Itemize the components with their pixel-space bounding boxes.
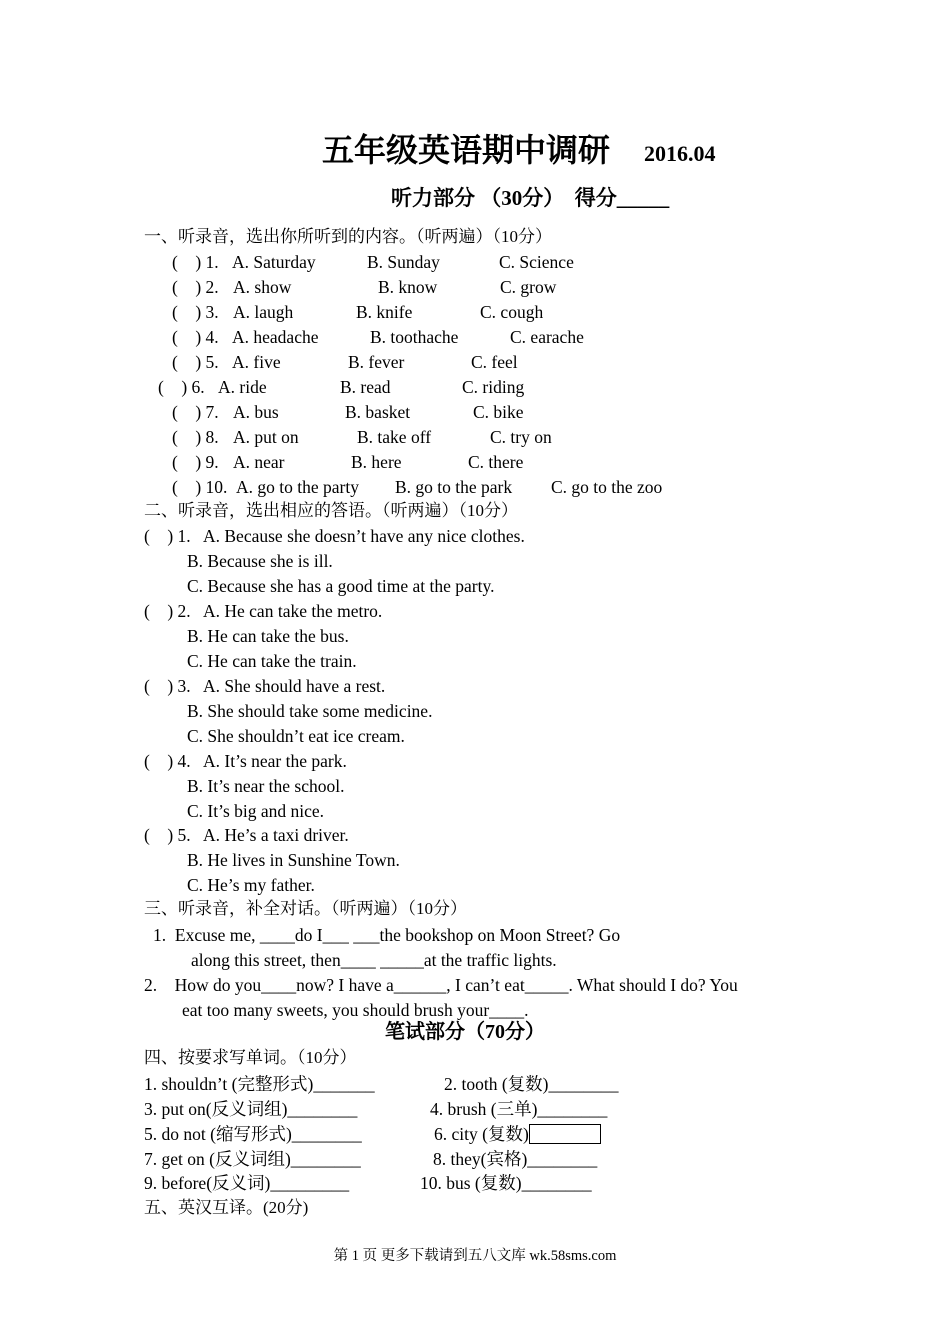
sec4-item-3: 3. put on(反义词组)________ xyxy=(144,1099,358,1119)
sec1-item-5-num: ( ) 5. xyxy=(172,352,219,372)
sec5-heading: 五、英汉互译。(20分) xyxy=(144,1198,309,1217)
sec4-item-6 xyxy=(434,1123,601,1145)
sec2-item-5-c: C. He’s my father. xyxy=(187,875,315,895)
sec4-item-1: 1. shouldn’t (完整形式)_______ xyxy=(144,1074,375,1094)
sec1-item-1-a: A. Saturday xyxy=(232,252,316,272)
sec2-item-2-a: A. He can take the metro. xyxy=(203,601,383,621)
sec2-item-1-num: ( ) 1. xyxy=(144,526,191,546)
written-header: 笔试部分（70分） xyxy=(385,1021,545,1043)
sec4-item-9: 9. before(反义词)_________ xyxy=(144,1173,350,1193)
sec2-item-4-num: ( ) 4. xyxy=(144,751,191,771)
sec4-item-4: 4. brush (三单)________ xyxy=(430,1099,608,1119)
title-main: 五年级英语期中调研 xyxy=(322,132,611,168)
sec1-item-3-a: A. laugh xyxy=(233,302,294,322)
sec2-item-5-b: B. He lives in Sunshine Town. xyxy=(187,850,400,870)
sec1-item-1-c: C. Science xyxy=(499,252,574,272)
sec2-item-2-c: C. He can take the train. xyxy=(187,651,357,671)
sec4-heading: 四、按要求写单词。（10分） xyxy=(144,1048,357,1067)
sec1-item-1-b: B. Sunday xyxy=(367,252,440,272)
sec1-item-2-c: C. grow xyxy=(500,277,557,297)
sec1-item-4-num: ( ) 4. xyxy=(172,327,219,347)
sec2-item-4-b: B. It’s near the school. xyxy=(187,776,345,796)
sec1-item-9-c: C. there xyxy=(468,452,524,472)
sec1-item-10-a: A. go to the party xyxy=(236,477,359,497)
sec1-item-2-a: A. show xyxy=(233,277,292,297)
sec1-item-10-c: C. go to the zoo xyxy=(551,477,663,497)
sec3-heading: 三、听录音，补全对话。（听两遍）（10分） xyxy=(144,899,467,918)
sec2-item-3-num: ( ) 3. xyxy=(144,676,191,696)
sec1-item-8-b: B. take off xyxy=(357,427,432,447)
answer-box[interactable] xyxy=(529,1124,601,1144)
sec2-item-1-c: C. Because she has a good time at the party. xyxy=(187,576,495,596)
sec2-item-3-c: C. She shouldn’t eat ice cream. xyxy=(187,726,405,746)
sec2-item-3-b: B. She should take some medicine. xyxy=(187,701,433,721)
sec1-item-3-b: B. knife xyxy=(356,302,413,322)
sec2-heading: 二、听录音，选出相应的答语。（听两遍）（10分） xyxy=(144,501,518,520)
sec2-item-2-b: B. He can take the bus. xyxy=(187,626,349,646)
sec4-item-10: 10. bus (复数)________ xyxy=(420,1173,592,1193)
sec1-item-1-num: ( ) 1. xyxy=(172,252,219,272)
sec1-item-10-b: B. go to the park xyxy=(395,477,513,497)
sec1-item-7-a: A. bus xyxy=(233,402,279,422)
listening-header: 听力部分 （30分） 得分_____ xyxy=(391,186,670,210)
sec2-item-5-a: A. He’s a taxi driver. xyxy=(203,825,349,845)
sec1-item-2-num: ( ) 2. xyxy=(172,277,219,297)
sec2-item-1-a: A. Because she doesn’t have any nice clothes. xyxy=(203,526,525,546)
sec1-item-6-num: ( ) 6. xyxy=(158,377,205,397)
sec1-item-6-a: A. ride xyxy=(218,377,267,397)
sec1-item-9-num: ( ) 9. xyxy=(172,452,219,472)
sec1-item-8-a: A. put on xyxy=(233,427,299,447)
sec1-item-9-b: B. here xyxy=(351,452,402,472)
sec1-heading: 一、听录音，选出你所听到的内容。（听两遍）（10分） xyxy=(144,227,552,246)
sec4-item-6-text: 6. city (复数) xyxy=(434,1124,529,1144)
sec1-item-4-b: B. toothache xyxy=(370,327,459,347)
page-footer: 第 1 页 更多下载请到五八文库 wk.58sms.com xyxy=(333,1248,617,1264)
sec1-item-7-b: B. basket xyxy=(345,402,411,422)
page-title xyxy=(322,130,716,174)
sec1-item-7-c: C. bike xyxy=(473,402,524,422)
sec1-item-9-a: A. near xyxy=(233,452,285,472)
sec4-item-8: 8. they(宾格)________ xyxy=(433,1149,598,1169)
sec3-q1-line2: along this street, then____ _____at the traffic lights. xyxy=(191,950,557,970)
sec1-item-8-c: C. try on xyxy=(490,427,552,447)
sec2-item-4-c: C. It’s big and nice. xyxy=(187,801,325,821)
sec1-item-5-b: B. fever xyxy=(348,352,405,372)
sec2-item-1-b: B. Because she is ill. xyxy=(187,551,333,571)
sec1-item-3-c: C. cough xyxy=(480,302,544,322)
sec1-item-5-c: C. feel xyxy=(471,352,518,372)
sec2-item-3-a: A. She should have a rest. xyxy=(203,676,386,696)
sec1-item-8-num: ( ) 8. xyxy=(172,427,219,447)
sec3-q2-line1: 2. How do you____now? I have a______, I can’t eat_____. What should I do? You xyxy=(144,975,738,995)
sec1-item-6-c: C. riding xyxy=(462,377,525,397)
sec2-item-4-a: A. It’s near the park. xyxy=(203,751,347,771)
sec1-item-3-num: ( ) 3. xyxy=(172,302,219,322)
sec4-item-5: 5. do not (缩写形式)________ xyxy=(144,1124,362,1144)
sec1-item-10-num: ( ) 10. xyxy=(172,477,228,497)
sec1-item-2-b: B. know xyxy=(378,277,438,297)
sec1-item-5-a: A. five xyxy=(232,352,281,372)
sec2-item-5-num: ( ) 5. xyxy=(144,825,191,845)
sec2-item-2-num: ( ) 2. xyxy=(144,601,191,621)
sec1-item-4-a: A. headache xyxy=(232,327,319,347)
title-year: 2016.04 xyxy=(644,141,716,166)
sec4-item-7: 7. get on (反义词组)________ xyxy=(144,1149,361,1169)
sec3-q1-line1: 1. Excuse me, ____do I___ ___the bookshop on Moon Street? Go xyxy=(153,925,621,945)
sec3-q2-line2: eat too many sweets, you should brush your____. xyxy=(182,1000,529,1020)
sec4-item-2: 2. tooth (复数)________ xyxy=(444,1074,619,1094)
sec1-item-4-c: C. earache xyxy=(510,327,584,347)
sec1-item-6-b: B. read xyxy=(340,377,391,397)
sec1-item-7-num: ( ) 7. xyxy=(172,402,219,422)
